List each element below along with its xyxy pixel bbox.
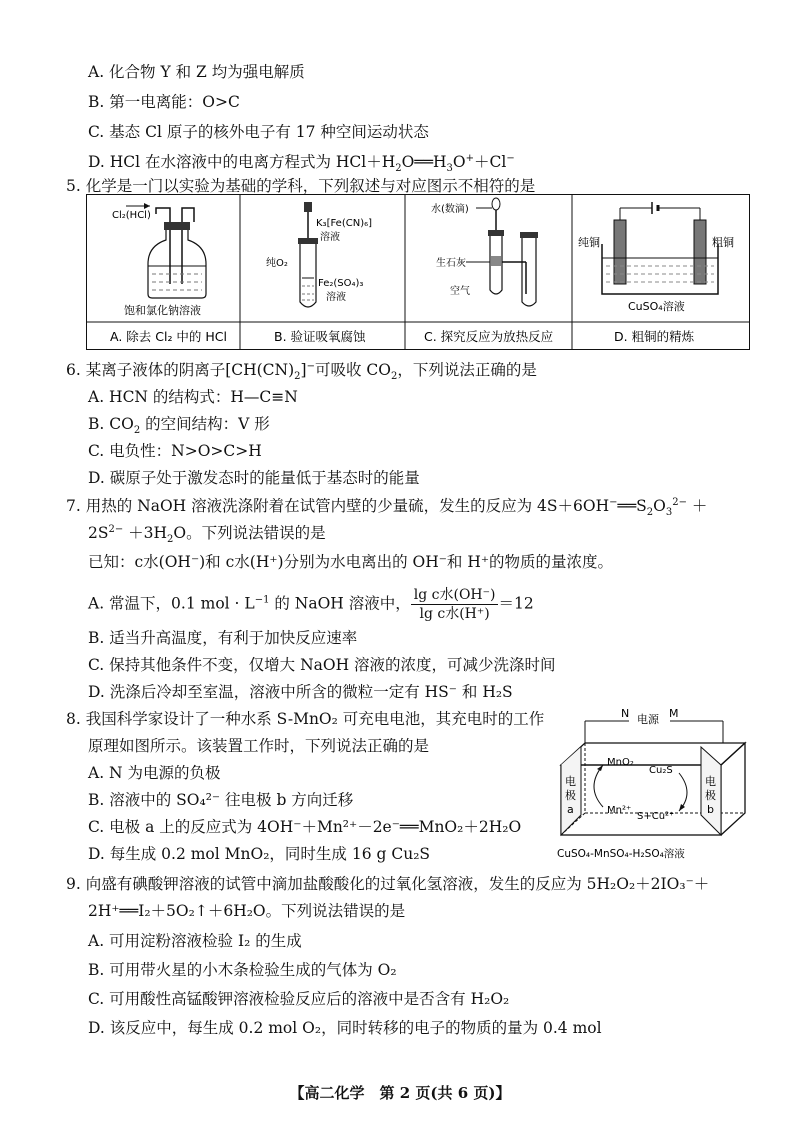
q7-stem1: 7. 用热的 NaOH 溶液洗涤附着在试管内壁的少量硫，发生的反应为 4S＋6OH — [66, 497, 610, 515]
label-n: N — [621, 707, 630, 720]
exothermic-test-diagram — [431, 198, 538, 306]
caption-b: B. 验证吸氧腐蚀 — [274, 329, 366, 344]
label-electrolyte: CuSO₄-MnSO₄-H₂SO₄溶液 — [557, 848, 685, 860]
q7-stem1b: ══S — [617, 497, 647, 515]
label-m: M — [669, 707, 679, 720]
battery-diagram — [555, 703, 760, 863]
label-a-gas: Cl₂(HCl) — [112, 210, 151, 221]
q7-a-post: ＝12 — [498, 594, 534, 613]
q4-d-mid: O══H — [401, 153, 447, 171]
label-cu2s: Cu₂S — [649, 765, 673, 776]
label-electrode-b-3: b — [707, 803, 714, 816]
q6-b-post: 的空间结构：V 形 — [140, 415, 270, 433]
q6-stem-post: 可吸收 CO — [315, 361, 391, 379]
label-d-crude: 粗铜 — [712, 236, 734, 249]
label-b-fe: Fe₂(SO₄)₃ — [318, 278, 364, 289]
label-a-solution: 饱和氯化钠溶液 — [124, 304, 201, 317]
q4-option-a: A. 化合物 Y 和 Z 均为强电解质 — [88, 63, 305, 81]
q6-stem-pre: 6. 某离子液体的阴离子[CH(CN) — [66, 361, 295, 379]
q7-fraction — [411, 586, 499, 623]
label-scu: S+Cu²⁺ — [637, 811, 675, 822]
label-c-lime: 生石灰 — [436, 258, 466, 269]
q7-known: 已知：c水(OH⁻)和 c水(H⁺)分别为水电离出的 OH⁻和 H⁺的物质的量浓度。 — [88, 553, 614, 571]
label-mn: Mn²⁺ — [607, 805, 632, 816]
q9-option-a: A. 可用淀粉溶液检验 I₂ 的生成 — [88, 932, 302, 950]
q7-option-d: D. 洗涤后冷却至室温，溶液中所含的微粒一定有 HS⁻ 和 H₂S — [88, 683, 513, 701]
q9-option-b: B. 可用带火星的小木条检验生成的气体为 O₂ — [88, 961, 397, 979]
label-c-water: 水(数滴) — [431, 204, 469, 215]
q7-option-a: A. 常温下，0.1 mol · $L^{-1}$ 的 NaOH 溶液中， $\frac{\text{lg c水(OH⁻)}}{\text{lg c水(H⁺)}}$ ＝12 — [88, 587, 534, 622]
q7-option-c: C. 保持其他条件不变，仅增大 NaOH 溶液的浓度，可减少洗涤时间 — [88, 656, 556, 674]
q6-option-d: D. 碳原子处于激发态时的能量低于基态时的能量 — [88, 469, 420, 487]
q7-stem-line2: $2S^{2-} +3H_2O$。下列说法错误的是 — [88, 523, 326, 546]
q6-option-a: A. HCN 的结构式：H—C≡N — [88, 388, 298, 406]
q4-option-d: D. HCl 在水溶液中的电离方程式为 $HCl+H_2O══H_3O^++Cl^-$ — [88, 152, 515, 175]
label-d-solution: CuSO₄溶液 — [628, 300, 685, 313]
q8-stem-line2: 原理如图所示。该装置工作时，下列说法正确的是 — [88, 737, 430, 755]
label-electrode-a-2: 极 — [565, 789, 576, 802]
q7-frac-num: lg c水(OH⁻) — [411, 586, 499, 605]
oxygen-corrosion-diagram — [266, 202, 372, 307]
q4-d-mid2: O — [452, 153, 466, 171]
q8-option-d: D. 每生成 0.2 mol MnO₂，同时生成 16 g Cu₂S — [88, 845, 431, 863]
label-electrode-b-2: 极 — [705, 789, 716, 802]
q9-option-d: D. 该反应中，每生成 0.2 mol O₂，同时转移的电子的物质的量为 0.4 mol — [88, 1019, 602, 1037]
q7-stem2c: O。下列说法错误的是 — [173, 524, 326, 542]
q7-frac-den: lg c水(H⁺) — [419, 606, 490, 622]
q6-b-pre: B. CO — [88, 415, 134, 433]
q7-stem2: 2S — [88, 524, 109, 542]
q6-stem-end: ，下列说法正确的是 — [397, 361, 537, 379]
label-electrode-a-1: 电 — [565, 775, 576, 788]
q4-d-pre: D. HCl 在水溶液中的电离方程式为 HCl＋H — [88, 153, 396, 171]
q7-a-mid: 的 NaOH 溶液中， — [269, 594, 411, 613]
label-electrode-b-1: 电 — [705, 775, 716, 788]
q7-stem2b: ＋3H — [123, 524, 168, 542]
q4-d-post: ＋Cl — [474, 153, 507, 171]
label-electrode-a-3: a — [567, 803, 574, 816]
q6-option-b: B. $CO_2$ 的空间结构：V 形 — [88, 415, 270, 437]
label-c-air: 空气 — [450, 286, 470, 297]
q8-option-a: A. N 为电源的负极 — [88, 764, 221, 782]
caption-c: C. 探究反应为放热反应 — [424, 329, 554, 344]
gas-washing-bottle-diagram — [112, 203, 206, 317]
q7-stem-line1: 7. 用热的 NaOH 溶液洗涤附着在试管内壁的少量硫，发生的反应为 $4S+6OH^-══S_2O_3^{2-}$ ＋ — [66, 496, 708, 519]
label-mno2: MnO₂ — [607, 757, 634, 768]
page-footer: 【高二化学 第 2 页(共 6 页)】 — [289, 1084, 511, 1102]
label-b-reagent2: 溶液 — [320, 232, 340, 243]
caption-d: D. 粗铜的精炼 — [614, 329, 695, 344]
q5-figure-table — [86, 194, 750, 350]
q8-option-b: B. 溶液中的 SO₄²⁻ 往电极 b 方向迁移 — [88, 791, 354, 809]
label-b-o2: 纯O₂ — [266, 258, 288, 269]
q8-option-c: C. 电极 a 上的反应式为 4OH⁻＋Mn²⁺－2e⁻══MnO₂＋2H₂O — [88, 818, 522, 836]
q7-option-b: B. 适当升高温度，有利于加快反应速率 — [88, 629, 358, 647]
q6-option-c: C. 电负性：N>O>C>H — [88, 442, 262, 460]
label-d-pure: 纯铜 — [578, 236, 600, 249]
label-b-fe2: 溶液 — [326, 292, 346, 303]
q4-option-b: B. 第一电离能：O>C — [88, 93, 240, 111]
q7-a-pre: A. 常温下，0.1 mol · L — [88, 594, 255, 613]
q4-option-c: C. 基态 Cl 原子的核外电子有 17 种空间运动状态 — [88, 123, 429, 141]
caption-a: A. 除去 Cl₂ 中的 HCl — [110, 329, 228, 344]
q9-option-c: C. 可用酸性高锰酸钾溶液检验反应后的溶液中是否含有 H₂O₂ — [88, 990, 510, 1008]
q5-stem: 5. 化学是一门以实验为基础的学科，下列叙述与对应图示不相符的是 — [66, 177, 536, 195]
copper-refining-diagram — [578, 202, 734, 313]
q9-stem-line2: 2H⁺══I₂＋5O₂↑＋6H₂O。下列说法错误的是 — [88, 902, 406, 920]
label-power-source: 电源 — [637, 713, 659, 726]
q8-stem-line1: 8. 我国科学家设计了一种水系 S-MnO₂ 可充电电池，其充电时的工作 — [66, 710, 545, 728]
q6-stem: 6. 某离子液体的阴离子$[CH(CN)_2]^-$可吸收 $CO_2$，下列说法正确的是 — [66, 360, 537, 383]
label-b-reagent: K₃[Fe(CN)₆] — [316, 218, 373, 229]
q9-stem-line1: 9. 向盛有碘酸钾溶液的试管中滴加盐酸酸化的过氧化氢溶液，发生的反应为 5H₂O₂＋2IO₃⁻＋ — [66, 875, 710, 893]
